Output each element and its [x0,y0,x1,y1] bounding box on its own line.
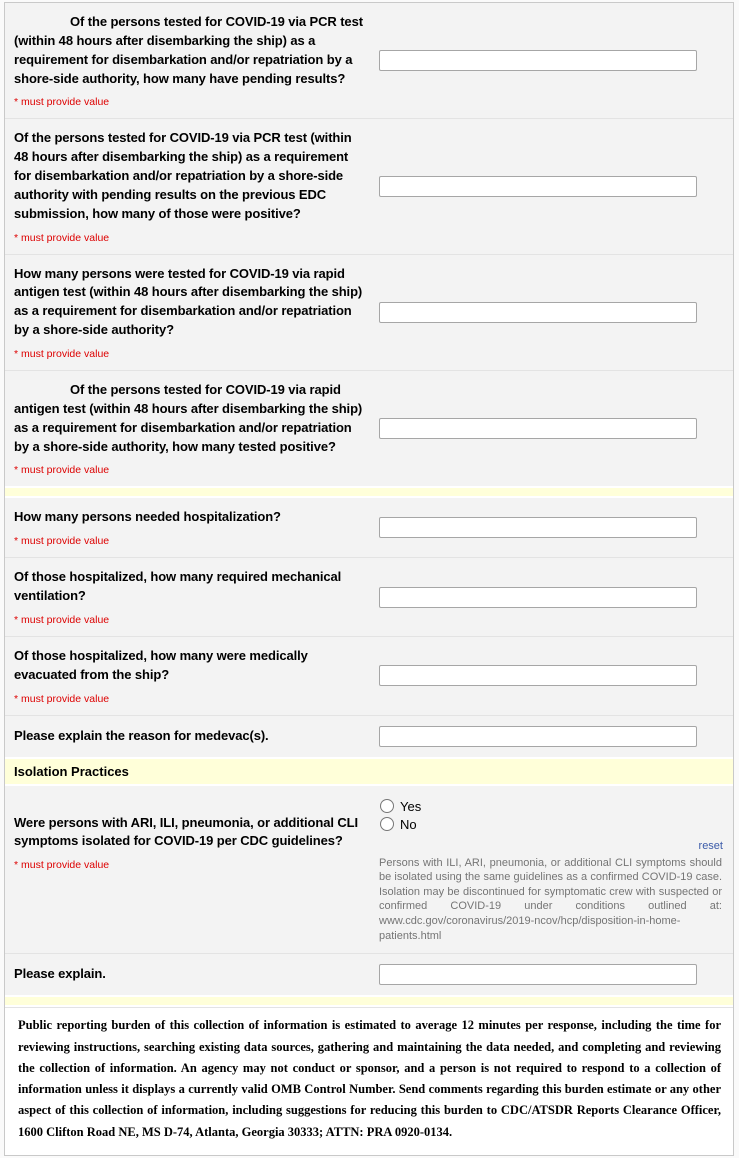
isolated-yes-option[interactable] [379,799,725,814]
required-note: * must provide value [14,535,110,548]
pcr-previous-positive-input[interactable] [379,176,697,197]
required-note: * must provide value [14,859,110,872]
pcr-pending-results-input[interactable] [379,50,697,71]
medevac-reason-input[interactable] [379,726,697,747]
answer-col [379,414,733,443]
medevac-count-input[interactable] [379,665,697,686]
question-col [5,9,379,112]
isolation-guidelines-note: Persons with ILI, ARI, pneumonia, or additional CLI symptoms should be isolated using the same guidelines as a confirmed COVID-19 case. Isolation may be discontinued for symptomatic crew with suspected or confirmed COVID-19 under conditions outlined at: www.cdc.gov/coronavirus/2019-ncov/hcp/disposition-in-home-patients.html [379,856,722,942]
hospitalization-count-input[interactable] [379,517,697,538]
required-note: * must provide value [14,613,110,626]
question-row-medevac-count [5,636,733,715]
question-col [5,261,379,364]
question-label: Of the persons tested for COVID-19 via PCR test (within 48 hours after disembarking the ship) as a requirement for disembarkation and/or repatriation by a shore-side authority with pending results on the previous EDC submission, how many of those were positive? [14,130,352,221]
isolation-explain-input[interactable] [379,964,697,985]
answer-col [379,583,733,612]
question-row-isolation-explain [5,953,733,995]
required-note: * must provide value [14,96,110,109]
isolated-no-option[interactable] [379,817,725,832]
answer-col [379,722,733,751]
required-note: * must provide value [14,464,110,477]
answer-col [379,960,733,989]
question-label: Of the persons tested for COVID-19 via rapid antigen test (within 48 hours after disembarking the ship) as a requirement for disembarkation and/or repatriation by a shore-side authority, how many tested positive? [14,381,363,454]
required-note: * must provide value [14,692,110,705]
question-row-pcr-pending [5,3,733,118]
question-label: Of those hospitalized, how many required mechanical ventilation? [14,569,342,604]
question-row-medevac-reason [5,715,733,757]
question-col [5,377,379,480]
survey-form [4,2,734,1156]
question-col [5,792,379,876]
question-row-pcr-previous-positive [5,118,733,253]
isolated-no-radio[interactable] [380,817,394,831]
answer-col [379,46,733,75]
isolation-practices-header: Isolation Practices [5,757,733,786]
question-label: How many persons were tested for COVID-19 via rapid antigen test (within 48 hours after disembarking the ship) as a requirement for disembarkation and/or repatriation by a shore-side authority? [14,265,363,338]
question-col [5,125,379,247]
radio-label-no: No [400,816,417,832]
question-label: Please explain the reason for medevac(s). [14,727,269,743]
omb-burden-statement: Public reporting burden of this collection of information is estimated to average 12 minutes per response, including the time for reviewing instructions, searching existing data sources, gathering and maintaining the data needed, and completing and reviewing the collection of information. An agency may not conduct or sponsor, and a person is not required to respond to a collection of information unless it displays a currently valid OMB Control Number. Send comments regarding this burden estimate or any other aspect of this collection of information, including suggestions for reducing this burden to CDC/ATSDR Reports Clearance Officer, 1600 Clifton Road NE, MS D-74, Atlanta, Georgia 30333; ATTN: PRA 0920-0134. [5,1007,733,1155]
question-row-antigen-tested [5,254,733,370]
answer-col [379,661,733,690]
question-label: How many persons needed hospitalization? [14,509,281,525]
isolated-yes-radio[interactable] [380,799,394,813]
question-col [5,723,379,750]
question-label: Of the persons tested for COVID-19 via PCR test (within 48 hours after disembarking the ship) as a requirement for disembarkation and/or repatriation by a shore-side authority, how many have pending results? [14,14,363,86]
question-row-mechanical-ventilation [5,557,733,636]
required-note: * must provide value [14,231,110,244]
required-note: * must provide value [14,347,110,360]
section-divider [5,486,733,498]
question-label: Please explain. [14,966,106,982]
question-row-antigen-positive [5,370,733,486]
answer-col [379,792,733,948]
question-row-isolation [5,786,733,954]
question-col [5,504,379,551]
question-label: Were persons with ARI, ILI, pneumonia, or additional CLI symptoms isolated for COVID-19 per CDC guidelines? [14,814,358,849]
antigen-tested-input[interactable] [379,302,697,323]
answer-col [379,172,733,201]
question-label: Of those hospitalized, how many were medically evacuated from the ship? [14,647,308,682]
radio-label-yes: Yes [400,798,422,814]
question-row-hospitalization [5,498,733,557]
mechanical-ventilation-input[interactable] [379,587,697,608]
answer-col [379,513,733,542]
antigen-positive-input[interactable] [379,418,697,439]
question-col [5,961,379,988]
reset-link[interactable]: reset [698,839,723,852]
question-col [5,564,379,630]
answer-col [379,298,733,327]
question-col [5,643,379,709]
section-divider [5,995,733,1007]
